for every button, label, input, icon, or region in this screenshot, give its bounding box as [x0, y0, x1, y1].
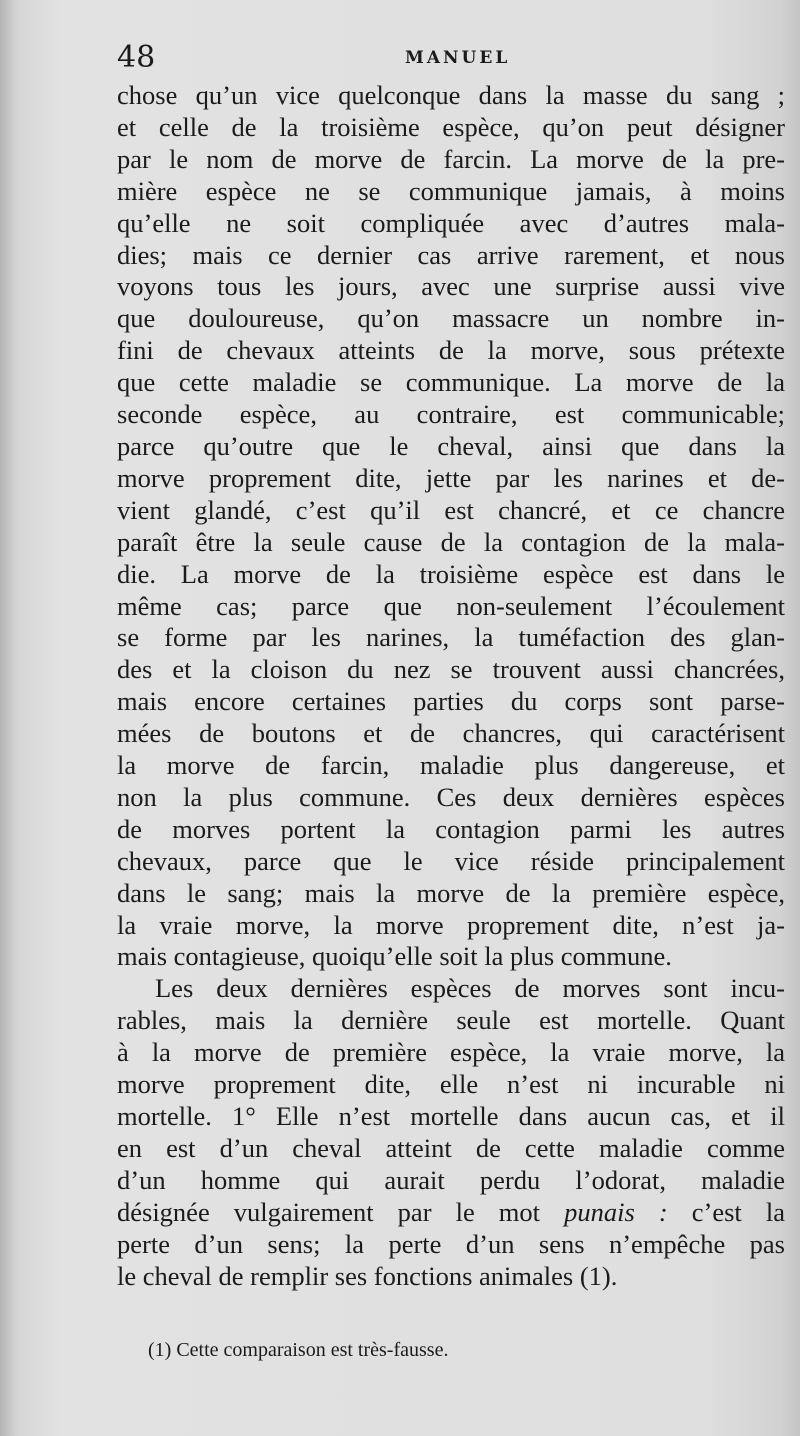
text-line: parce qu’outre que le cheval, ainsi que dans la [117, 430, 785, 461]
text-line: fini de chevaux atteints de la morve, sous prétexte [117, 335, 785, 366]
footnote: (1) Cette comparaison est très-fausse. [148, 1339, 449, 1361]
body-text [117, 80, 785, 1292]
text-line: que cette maladie se communique. La morve de la [117, 367, 785, 398]
text-line: et celle de la troisième espèce, qu’on peut désigner [117, 111, 785, 142]
text-line: la morve de farcin, maladie plus dangereuse, et [117, 750, 785, 781]
text-line: chevaux, parce que le vice réside principalement [117, 845, 785, 876]
text-line: morve proprement dite, elle n’est ni incurable ni [117, 1069, 785, 1100]
text-line: le cheval de remplir ses fonctions animales (1). [117, 1260, 618, 1291]
text-line: par le nom de morve de farcin. La morve de la pre- [117, 143, 785, 174]
page-number: 48 [117, 40, 156, 75]
italic-word: punais : [564, 1196, 668, 1227]
text-line: mées de boutons et de chancres, qui caractérisent [117, 718, 785, 749]
text-line: se forme par les narines, la tuméfaction des glan- [117, 622, 785, 653]
page-header [117, 38, 767, 78]
text-line: rables, mais la dernière seule est mortelle. Quant [117, 1005, 785, 1036]
text-line: en est d’un cheval atteint de cette maladie comme [117, 1132, 785, 1163]
text-line: des et la cloison du nez se trouvent aussi chancrées, [117, 654, 785, 685]
text-line: de morves portent la contagion parmi les autres [117, 813, 785, 844]
text-line: chose qu’un vice quelconque dans la masse du sang ; [117, 80, 785, 110]
text-line-with-italic [117, 1197, 785, 1229]
text-line: dans le sang; mais la morve de la première espèce, [117, 877, 785, 908]
text-line: non la plus commune. Ces deux dernières espèces [117, 781, 785, 812]
text-line: qu’elle ne soit compliquée avec d’autres mala- [117, 207, 785, 238]
text-line: seconde espèce, au contraire, est communicable; [117, 399, 785, 430]
text-line: voyons tous les jours, avec une surprise aussi vive [117, 271, 785, 302]
text-line: dies; mais ce dernier cas arrive rarement, et nous [117, 239, 785, 270]
text-line: d’un homme qui aurait perdu l’odorat, maladie [117, 1164, 785, 1195]
text-line: à la morve de première espèce, la vraie morve, la [117, 1037, 785, 1068]
text-line: paraît être la seule cause de la contagion de la mala- [117, 526, 785, 557]
text-line: mière espèce ne se communique jamais, à moins [117, 175, 785, 206]
text-line: vient glandé, c’est qu’il est chancré, et ce chancre [117, 494, 785, 525]
text-line: mortelle. 1° Elle n’est mortelle dans aucun cas, et il [117, 1101, 785, 1131]
text-line: Les deux dernières espèces de morves sont incu- [155, 973, 785, 1004]
text-line: morve proprement dite, jette par les narines et de- [117, 462, 785, 493]
running-head: MANUEL [405, 48, 511, 68]
text-segment: c’est la [667, 1196, 785, 1227]
text-line: même cas; parce que non-seulement l’écoulement [117, 590, 785, 621]
text-line: que douloureuse, qu’on massacre un nombre in- [117, 303, 785, 334]
text-segment: désignée vulgairement par le mot [117, 1196, 541, 1227]
text-line: la vraie morve, la morve proprement dite, n’est ja- [117, 909, 785, 940]
text-line: mais contagieuse, quoiqu’elle soit la plus commune. [117, 941, 672, 972]
text-line: die. La morve de la troisième espèce est dans le [117, 558, 785, 589]
text-line: perte d’un sens; la perte d’un sens n’empêche pas [117, 1228, 785, 1259]
text-line: mais encore certaines parties du corps sont parse- [117, 686, 785, 717]
